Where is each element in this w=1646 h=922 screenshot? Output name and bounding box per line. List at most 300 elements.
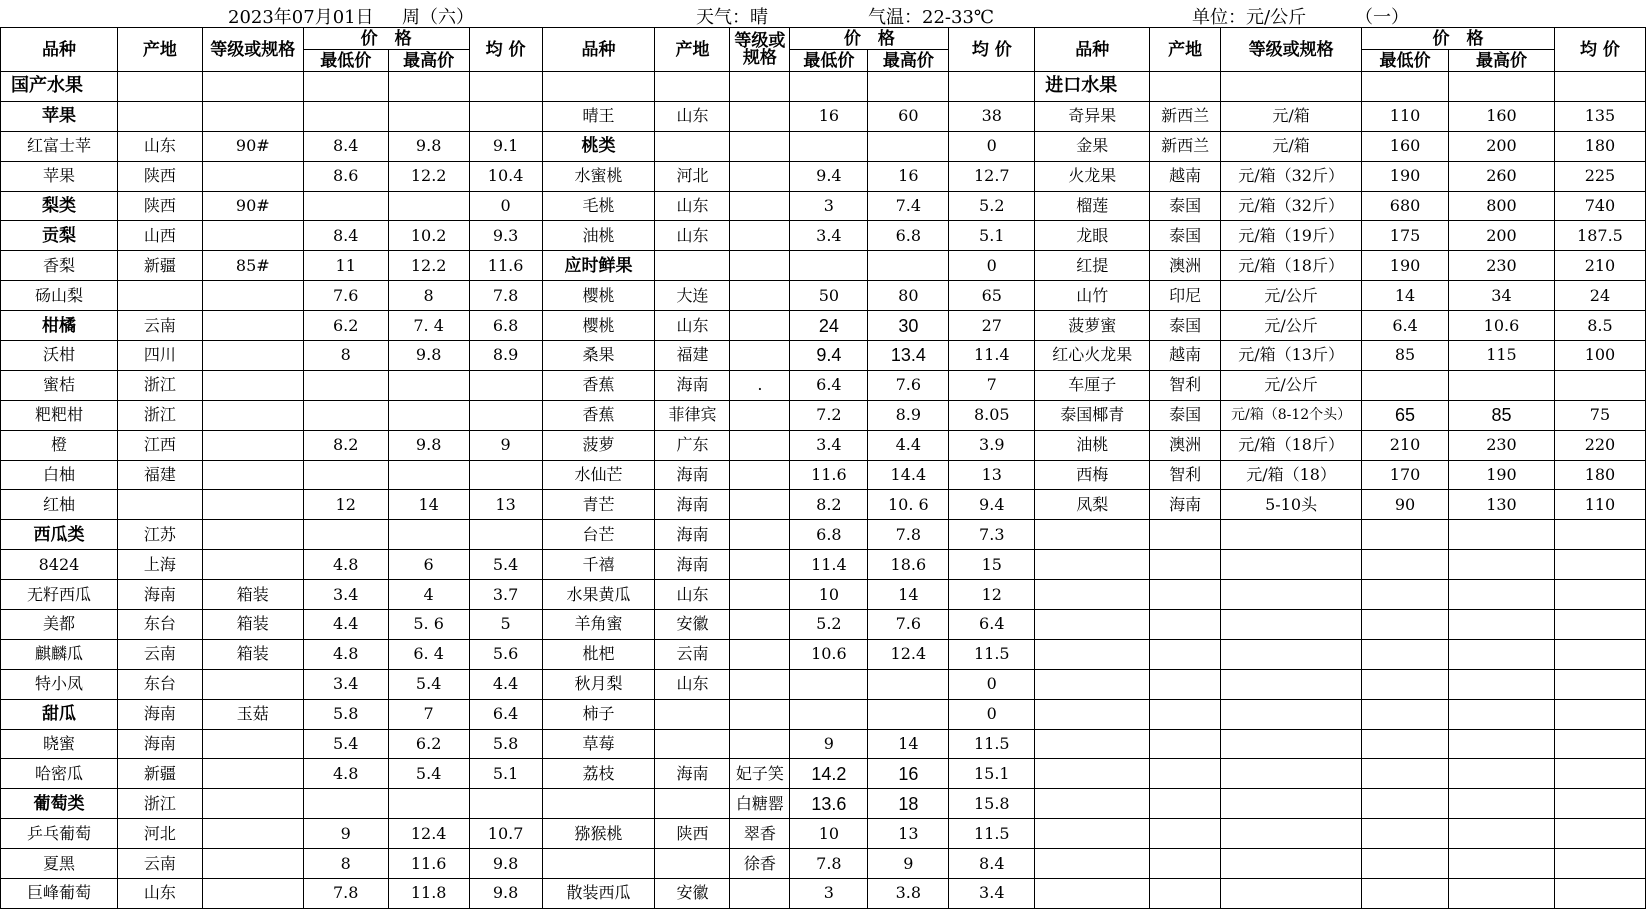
cell-max-price (1449, 849, 1555, 879)
cell-avg-price: 13 (949, 460, 1035, 490)
cell-max-price: 14 (388, 490, 469, 520)
cell-grade: 元/箱 (1221, 101, 1362, 131)
cell-grade (730, 251, 790, 281)
cell-origin (655, 72, 730, 102)
cell-origin: 山西 (117, 221, 202, 251)
cell-grade (730, 610, 790, 640)
cell-origin: 智利 (1150, 370, 1221, 400)
col-header-avg: 均 价 (469, 28, 542, 72)
cell-min-price (1362, 550, 1449, 580)
cell-max-price: 12.2 (388, 161, 469, 191)
cell-avg-price: 15.1 (949, 759, 1035, 789)
cell-variety: 西梅 (1035, 460, 1150, 490)
cell-variety (542, 789, 655, 819)
cell-avg-price: 6.4 (949, 610, 1035, 640)
cell-min-price: 11 (303, 251, 388, 281)
cell-avg-price: 8.5 (1554, 311, 1645, 341)
cell-origin (655, 699, 730, 729)
cell-avg-price (1554, 610, 1645, 640)
col-header-grade: 等级或规格 (730, 28, 790, 72)
cell-grade (202, 311, 303, 341)
cell-variety: 菠萝 (542, 430, 655, 460)
cell-max-price: 9.8 (388, 430, 469, 460)
cell-max-price: 16 (868, 161, 949, 191)
cell-avg-price (949, 72, 1035, 102)
cell-grade: 元/箱 (1221, 131, 1362, 161)
cell-variety: 毛桃 (542, 191, 655, 221)
cell-grade (730, 161, 790, 191)
cell-variety: 贡梨 (1, 221, 118, 251)
cell-grade (1221, 729, 1362, 759)
cell-avg-price: 5.4 (469, 550, 542, 580)
cell-max-price: 7 (388, 699, 469, 729)
cell-grade: 元/箱（32斤） (1221, 191, 1362, 221)
table-row (1, 370, 1646, 400)
cell-max-price: 3.8 (868, 879, 949, 909)
cell-max-price: 6 (388, 550, 469, 580)
cell-origin: 泰国 (1150, 311, 1221, 341)
cell-max-price: 230 (1449, 430, 1555, 460)
cell-variety: 草莓 (542, 729, 655, 759)
cell-origin: 山东 (655, 669, 730, 699)
cell-grade: 元/箱（18斤） (1221, 251, 1362, 281)
cell-max-price (1449, 729, 1555, 759)
cell-max-price: 9 (868, 849, 949, 879)
cell-min-price: 210 (1362, 430, 1449, 460)
cell-origin: 山东 (655, 101, 730, 131)
cell-variety: 应时鲜果 (542, 251, 655, 281)
cell-origin: 澳洲 (1150, 430, 1221, 460)
col-header-min: 最低价 (790, 50, 868, 72)
cell-origin: 大连 (655, 281, 730, 311)
cell-origin: 山东 (655, 191, 730, 221)
table-row (1, 610, 1646, 640)
cell-origin: 河北 (117, 819, 202, 849)
col-header-price: 价 格 (1362, 28, 1555, 50)
cell-max-price (1449, 520, 1555, 550)
cell-min-price: 3.4 (790, 430, 868, 460)
cell-variety (1035, 789, 1150, 819)
cell-max-price: 85 (1449, 400, 1555, 430)
cell-max-price: 13 (868, 819, 949, 849)
cell-origin: 山东 (655, 311, 730, 341)
cell-grade (202, 101, 303, 131)
cell-min-price (303, 520, 388, 550)
cell-max-price: 8 (388, 281, 469, 311)
cell-grade (202, 789, 303, 819)
table-row (1, 430, 1646, 460)
cell-grade (1221, 610, 1362, 640)
cell-origin: 越南 (1150, 341, 1221, 371)
cell-variety: 水蜜桃 (542, 161, 655, 191)
cell-max-price: 14 (868, 729, 949, 759)
cell-min-price (1362, 729, 1449, 759)
table-row (1, 490, 1646, 520)
table-row (1, 101, 1646, 131)
cell-max-price (388, 789, 469, 819)
cell-max-price: 18 (868, 789, 949, 819)
cell-origin (655, 251, 730, 281)
cell-origin: 东台 (117, 669, 202, 699)
table-row (1, 639, 1646, 669)
cell-avg-price: 4.4 (469, 669, 542, 699)
cell-avg-price: 3.4 (949, 879, 1035, 909)
cell-avg-price: 38 (949, 101, 1035, 131)
cell-grade (202, 759, 303, 789)
cell-min-price: 160 (1362, 131, 1449, 161)
cell-max-price: 7.8 (868, 520, 949, 550)
cell-min-price (1362, 789, 1449, 819)
fruit-price-table (0, 27, 1646, 909)
cell-variety: 沃柑 (1, 341, 118, 371)
cell-avg-price (1554, 819, 1645, 849)
cell-avg-price: 7.8 (469, 281, 542, 311)
cell-min-price: 11.6 (790, 460, 868, 490)
table-row (1, 191, 1646, 221)
cell-avg-price: 9.3 (469, 221, 542, 251)
cell-origin (655, 131, 730, 161)
cell-max-price: 14.4 (868, 460, 949, 490)
cell-avg-price (1554, 729, 1645, 759)
cell-avg-price (469, 72, 542, 102)
cell-max-price (388, 191, 469, 221)
unit-label: 单位：元/公斤 (1192, 7, 1307, 28)
cell-max-price: 30 (868, 311, 949, 341)
cell-origin: 海南 (655, 520, 730, 550)
cell-max-price: 7. 4 (388, 311, 469, 341)
cell-origin (1150, 639, 1221, 669)
cell-min-price: 110 (1362, 101, 1449, 131)
cell-avg-price: 3.9 (949, 430, 1035, 460)
cell-min-price (1362, 520, 1449, 550)
cell-max-price: 4.4 (868, 430, 949, 460)
cell-max-price (388, 520, 469, 550)
cell-variety: 青芒 (542, 490, 655, 520)
cell-grade (1221, 699, 1362, 729)
cell-grade (730, 131, 790, 161)
cell-origin (1150, 699, 1221, 729)
cell-min-price (1362, 819, 1449, 849)
cell-variety: 葡萄类 (1, 789, 118, 819)
cell-min-price: 8.6 (303, 161, 388, 191)
table-row (1, 251, 1646, 281)
cell-variety: 梨类 (1, 191, 118, 221)
cell-min-price (1362, 639, 1449, 669)
col-header-min: 最低价 (303, 50, 388, 72)
cell-avg-price (469, 460, 542, 490)
cell-origin: 新疆 (117, 759, 202, 789)
cell-min-price (1362, 699, 1449, 729)
cell-variety: 橙 (1, 430, 118, 460)
cell-grade (202, 460, 303, 490)
col-header-price: 价 格 (303, 28, 469, 50)
cell-max-price: 230 (1449, 251, 1555, 281)
cell-min-price: 190 (1362, 251, 1449, 281)
cell-max-price: 9.8 (388, 341, 469, 371)
cell-min-price (1362, 72, 1449, 102)
col-header-variety: 品种 (542, 28, 655, 72)
cell-max-price: 130 (1449, 490, 1555, 520)
cell-min-price (1362, 669, 1449, 699)
cell-origin (1150, 669, 1221, 699)
cell-min-price: 9 (303, 819, 388, 849)
table-row (1, 341, 1646, 371)
col-header-avg: 均 价 (1554, 28, 1645, 72)
cell-origin: 泰国 (1150, 191, 1221, 221)
cell-avg-price: 11.6 (469, 251, 542, 281)
cell-max-price (1449, 699, 1555, 729)
cell-origin: 澳洲 (1150, 251, 1221, 281)
cell-max-price (1449, 550, 1555, 580)
cell-max-price (1449, 610, 1555, 640)
cell-avg-price: 5.2 (949, 191, 1035, 221)
table-row (1, 550, 1646, 580)
cell-grade: 元/箱（19斤） (1221, 221, 1362, 251)
cell-max-price (1449, 370, 1555, 400)
cell-origin: 江苏 (117, 520, 202, 550)
cell-grade (730, 281, 790, 311)
cell-origin: 新疆 (117, 251, 202, 281)
cell-max-price: 12.4 (388, 819, 469, 849)
cell-min-price: 8.4 (303, 221, 388, 251)
col-header-grade: 等级或规格 (202, 28, 303, 72)
cell-avg-price: 6.8 (469, 311, 542, 341)
table-row (1, 879, 1646, 909)
cell-variety: 凤梨 (1035, 490, 1150, 520)
cell-max-price (1449, 819, 1555, 849)
cell-min-price (1362, 879, 1449, 909)
cell-grade: 90# (202, 131, 303, 161)
cell-grade (730, 879, 790, 909)
cell-grade (730, 430, 790, 460)
cell-variety (1035, 639, 1150, 669)
cell-variety: 桃类 (542, 131, 655, 161)
cell-min-price: 9.4 (790, 161, 868, 191)
cell-max-price: 8.9 (868, 400, 949, 430)
cell-variety (542, 849, 655, 879)
cell-grade (202, 430, 303, 460)
cell-min-price (1362, 849, 1449, 879)
cell-avg-price: 27 (949, 311, 1035, 341)
cell-avg-price: 6.4 (469, 699, 542, 729)
table-row (1, 759, 1646, 789)
cell-max-price: 5. 6 (388, 610, 469, 640)
cell-grade (1221, 520, 1362, 550)
cell-grade (1221, 550, 1362, 580)
cell-origin: 泰国 (1150, 221, 1221, 251)
cell-origin: 山东 (655, 580, 730, 610)
cell-min-price: 90 (1362, 490, 1449, 520)
cell-grade (202, 669, 303, 699)
cell-min-price: 8.4 (303, 131, 388, 161)
report-date: 2023年07月01日 (228, 7, 374, 28)
cell-avg-price: 13 (469, 490, 542, 520)
cell-variety: 千禧 (542, 550, 655, 580)
cell-min-price: 175 (1362, 221, 1449, 251)
cell-variety: 菠萝蜜 (1035, 311, 1150, 341)
cell-origin: 印尼 (1150, 281, 1221, 311)
cell-max-price: 115 (1449, 341, 1555, 371)
cell-avg-price: 12 (949, 580, 1035, 610)
cell-avg-price (1554, 550, 1645, 580)
cell-avg-price: 210 (1554, 251, 1645, 281)
cell-avg-price: 9.4 (949, 490, 1035, 520)
cell-variety: 猕猴桃 (542, 819, 655, 849)
cell-variety: 枇杷 (542, 639, 655, 669)
col-header-max: 最高价 (1449, 50, 1555, 72)
cell-min-price: 6.8 (790, 520, 868, 550)
cell-min-price: 7.2 (790, 400, 868, 430)
cell-grade (1221, 819, 1362, 849)
cell-max-price: 200 (1449, 131, 1555, 161)
cell-origin: 云南 (117, 849, 202, 879)
cell-origin: 河北 (655, 161, 730, 191)
cell-origin: 陕西 (117, 161, 202, 191)
cell-avg-price: 12.7 (949, 161, 1035, 191)
cell-variety: 山竹 (1035, 281, 1150, 311)
cell-min-price (790, 251, 868, 281)
cell-origin: 泰国 (1150, 400, 1221, 430)
cell-variety: 金果 (1035, 131, 1150, 161)
cell-variety: 红富士苹 (1, 131, 118, 161)
cell-grade (1221, 669, 1362, 699)
cell-origin: 山东 (117, 131, 202, 161)
cell-avg-price (1554, 370, 1645, 400)
cell-avg-price: 9.8 (469, 879, 542, 909)
table-row (1, 400, 1646, 430)
cell-max-price (388, 72, 469, 102)
cell-origin: 福建 (117, 460, 202, 490)
cell-grade (1221, 849, 1362, 879)
cell-avg-price (1554, 580, 1645, 610)
cell-variety: 苹果 (1, 161, 118, 191)
cell-avg-price: 740 (1554, 191, 1645, 221)
cell-min-price: 7.8 (790, 849, 868, 879)
cell-avg-price: 10.4 (469, 161, 542, 191)
cell-origin: 浙江 (117, 400, 202, 430)
cell-grade (1221, 789, 1362, 819)
cell-origin: 广东 (655, 430, 730, 460)
cell-max-price: 9.8 (388, 131, 469, 161)
cell-origin (1150, 879, 1221, 909)
cell-max-price (1449, 759, 1555, 789)
cell-max-price: 190 (1449, 460, 1555, 490)
cell-avg-price: 65 (949, 281, 1035, 311)
cell-variety: 荔枝 (542, 759, 655, 789)
cell-min-price: 5.4 (303, 729, 388, 759)
cell-origin: 江西 (117, 430, 202, 460)
cell-variety: 车厘子 (1035, 370, 1150, 400)
cell-avg-price: 9.8 (469, 849, 542, 879)
cell-min-price (303, 370, 388, 400)
cell-min-price (1362, 580, 1449, 610)
table-row (1, 161, 1646, 191)
cell-max-price (1449, 639, 1555, 669)
cell-origin: 山东 (655, 221, 730, 251)
cell-avg-price (1554, 879, 1645, 909)
cell-variety: 樱桃 (542, 281, 655, 311)
cell-avg-price (1554, 639, 1645, 669)
cell-variety: 无籽西瓜 (1, 580, 118, 610)
cell-origin: 海南 (117, 729, 202, 759)
cell-avg-price (1554, 789, 1645, 819)
col-header-variety: 品种 (1035, 28, 1150, 72)
cell-min-price: 12 (303, 490, 388, 520)
cell-grade (202, 72, 303, 102)
cell-avg-price: 5.1 (949, 221, 1035, 251)
cell-origin (117, 72, 202, 102)
cell-min-price: 3 (790, 191, 868, 221)
cell-variety (1035, 879, 1150, 909)
cell-grade: 元/箱（18斤） (1221, 430, 1362, 460)
cell-origin (1150, 580, 1221, 610)
cell-min-price: 11.4 (790, 550, 868, 580)
page-indicator: （一） (1355, 7, 1409, 28)
cell-origin: 安徽 (655, 879, 730, 909)
cell-origin: 越南 (1150, 161, 1221, 191)
col-header-price: 价 格 (790, 28, 949, 50)
col-header-min: 最低价 (1362, 50, 1449, 72)
cell-avg-price: 11.4 (949, 341, 1035, 371)
cell-max-price (868, 699, 949, 729)
cell-origin: 浙江 (117, 789, 202, 819)
cell-grade (730, 520, 790, 550)
cell-avg-price (1554, 669, 1645, 699)
cell-min-price: 6.4 (1362, 311, 1449, 341)
cell-grade (202, 879, 303, 909)
table-row (1, 460, 1646, 490)
cell-avg-price: 0 (469, 191, 542, 221)
cell-grade (730, 101, 790, 131)
cell-grade: 元/箱（13斤） (1221, 341, 1362, 371)
cell-grade (202, 520, 303, 550)
cell-avg-price: 3.7 (469, 580, 542, 610)
cell-avg-price: 180 (1554, 460, 1645, 490)
cell-avg-price (469, 400, 542, 430)
cell-max-price (868, 251, 949, 281)
cell-grade (730, 550, 790, 580)
cell-grade (730, 729, 790, 759)
cell-avg-price: 180 (1554, 131, 1645, 161)
cell-variety: 粑粑柑 (1, 400, 118, 430)
cell-min-price: 85 (1362, 341, 1449, 371)
cell-variety: 巨峰葡萄 (1, 879, 118, 909)
cell-avg-price: 100 (1554, 341, 1645, 371)
cell-avg-price: 15.8 (949, 789, 1035, 819)
cell-min-price (1362, 610, 1449, 640)
cell-avg-price: 9.1 (469, 131, 542, 161)
cell-variety: 乒乓葡萄 (1, 819, 118, 849)
cell-avg-price: 0 (949, 699, 1035, 729)
cell-variety (1035, 819, 1150, 849)
cell-variety: 火龙果 (1035, 161, 1150, 191)
cell-variety: 国产水果 (1, 72, 118, 102)
table-row (1, 281, 1646, 311)
cell-variety: 甜瓜 (1, 699, 118, 729)
cell-origin (1150, 789, 1221, 819)
cell-max-price (868, 72, 949, 102)
cell-variety: 香蕉 (542, 400, 655, 430)
cell-variety: 樱桃 (542, 311, 655, 341)
cell-min-price: 6.2 (303, 311, 388, 341)
cell-grade (730, 460, 790, 490)
cell-origin (117, 281, 202, 311)
cell-variety: 红柚 (1, 490, 118, 520)
cell-grade (1221, 879, 1362, 909)
table-row (1, 580, 1646, 610)
cell-variety: 柑橘 (1, 311, 118, 341)
cell-min-price: 4.8 (303, 759, 388, 789)
